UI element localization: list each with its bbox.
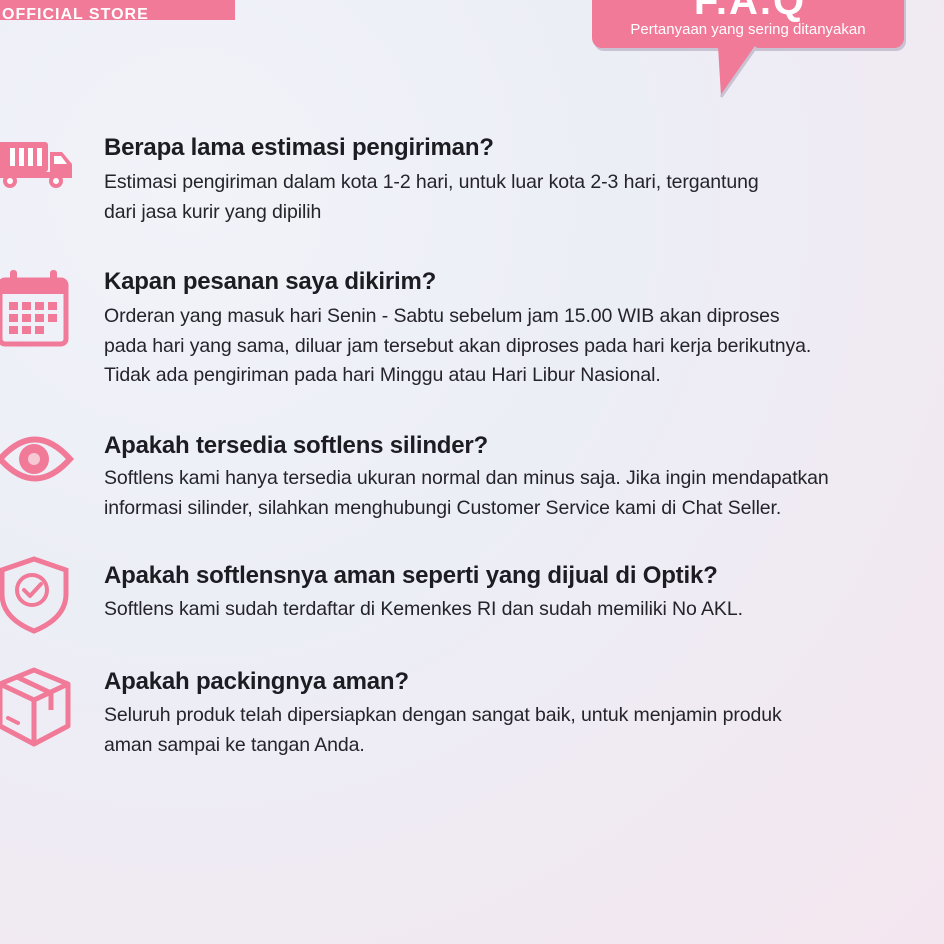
faq-answer xyxy=(104,701,914,760)
faq-subtitle: Pertanyaan yang sering ditanyakan xyxy=(630,21,866,38)
official-store-label: OFFICIAL STORE xyxy=(2,6,149,23)
faq-answer-line: Orderan yang masuk hari Senin - Sabtu sebelum jam 15.00 WIB akan diproses xyxy=(104,305,780,327)
faq-answer-line: Tidak ada pengiriman pada hari Minggu atau Hari Libur Nasional. xyxy=(104,364,661,386)
faq-answer-line: informasi silinder, silahkan menghubungi Customer Service kami di Chat Seller. xyxy=(104,496,782,519)
faq-answer-line: dari jasa kurir yang dipilih xyxy=(104,200,322,223)
eye-icon xyxy=(0,432,72,486)
shield-check-icon xyxy=(0,556,70,634)
speech-bubble-tail-icon xyxy=(712,46,762,100)
faq-answer-line: Softlens kami hanya tersedia ukuran normal dan minus saja. Jika ingin mendapatkan xyxy=(104,467,829,489)
calendar-icon xyxy=(0,270,70,346)
faq-answer xyxy=(104,168,914,227)
faq-question: Apakah softlensnya aman seperti yang dijual di Optik? xyxy=(104,562,718,589)
official-store-badge xyxy=(0,0,235,23)
faq-answer xyxy=(104,302,914,391)
delivery-truck-icon xyxy=(0,140,76,190)
faq-answer-line: aman sampai ke tangan Anda. xyxy=(104,733,365,756)
faq-answer-line: pada hari yang sama, diluar jam tersebut akan diproses pada hari kerja berikutnya. xyxy=(104,334,812,357)
faq-answer-line: Estimasi pengiriman dalam kota 1-2 hari, untuk luar kota 2-3 hari, tergantung xyxy=(104,171,759,193)
faq-answer-line: Seluruh produk telah dipersiapkan dengan sangat baik, untuk menjamin produk xyxy=(104,704,782,726)
faq-question: Apakah tersedia softlens silinder? xyxy=(104,432,488,459)
faq-answer xyxy=(104,595,914,625)
faq-question: Berapa lama estimasi pengiriman? xyxy=(104,134,494,161)
faq-question: Apakah packingnya aman? xyxy=(104,668,409,695)
faq-title xyxy=(600,0,900,2)
faq-question: Kapan pesanan saya dikirim? xyxy=(104,268,437,295)
package-box-icon xyxy=(0,666,72,750)
faq-answer-line: Softlens kami sudah terdaftar di Kemenkes RI dan sudah memiliki No AKL. xyxy=(104,598,743,620)
faq-answer xyxy=(104,464,914,523)
